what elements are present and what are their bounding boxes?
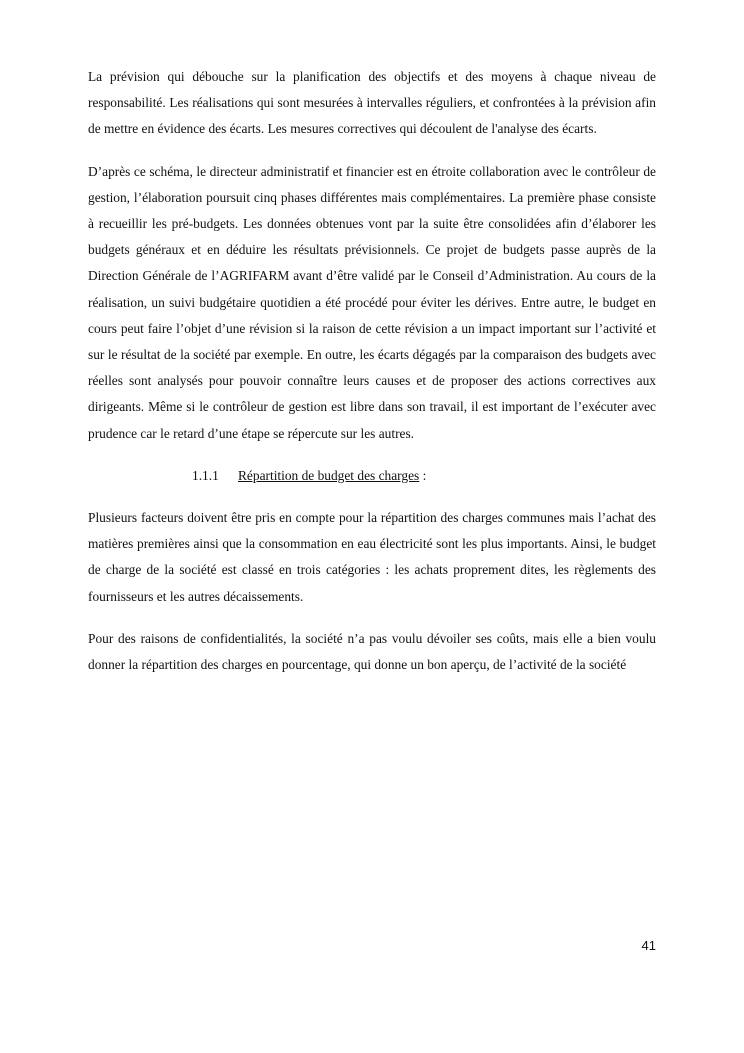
section-title-suffix: : (419, 467, 427, 483)
section-number: 1.1.1 (192, 467, 219, 483)
page-number: 41 (641, 938, 656, 953)
section-heading (88, 463, 656, 489)
page-content (88, 64, 656, 678)
section-title: Répartition de budget des charges (238, 467, 420, 483)
paragraph-2: D’après ce schéma, le directeur administratif et financier est en étroite collaboration avec le contrôleur de gestion, l’élaboration poursuit cinq phases différentes mais complémentaires. La première phase consiste à recueillir les pré-budgets. Les données obtenues vont par la suite être consolidées afin d’élaborer les budgets généraux et en déduire les résultats prévisionnels. Ce projet de budgets passe auprès de la Direction Générale de l’AGRIFARM avant d’être validé par le Conseil d’Administration. Au cours de la réalisation, un suivi budgétaire quotidien a été procédé pour éviter les dérives. Entre autre, le budget en cours peut faire l’objet d’une révision si la raison de cette révision a un impact important sur l’activité et sur le résultat de la société par exemple. En outre, les écarts dégagés par la comparaison des budgets avec réelles sont analysés pour pouvoir connaître leurs causes et de proposer des actions correctives aux dirigeants. Même si le contrôleur de gestion est libre dans son travail, il est important de l’exécuter avec prudence car le retard d’une étape se répercute sur les autres. (88, 163, 656, 441)
paragraph-4: Pour des raisons de confidentialités, la société n’a pas voulu dévoiler ses coûts, mais elle a bien voulu donner la répartition des charges en pourcentage, qui donne un bon aperçu, de l’activité de la société (88, 630, 656, 673)
paragraph-1: La prévision qui débouche sur la planification des objectifs et des moyens à chaque niveau de responsabilité. Les réalisations qui sont mesurées à intervalles réguliers, et confrontées à la prévision afin de mettre en évidence des écarts. Les mesures correctives qui découlent de l'analyse des écarts. (88, 69, 656, 137)
paragraph-3: Plusieurs facteurs doivent être pris en compte pour la répartition des charges communes mais l’achat des matières premières ainsi que la consommation en eau électricité sont les plus importants. Ainsi, le budget de charge de la société est classé en trois catégories : les achats proprement dites, les règlements des fournisseurs et les autres décaissements. (88, 510, 656, 604)
